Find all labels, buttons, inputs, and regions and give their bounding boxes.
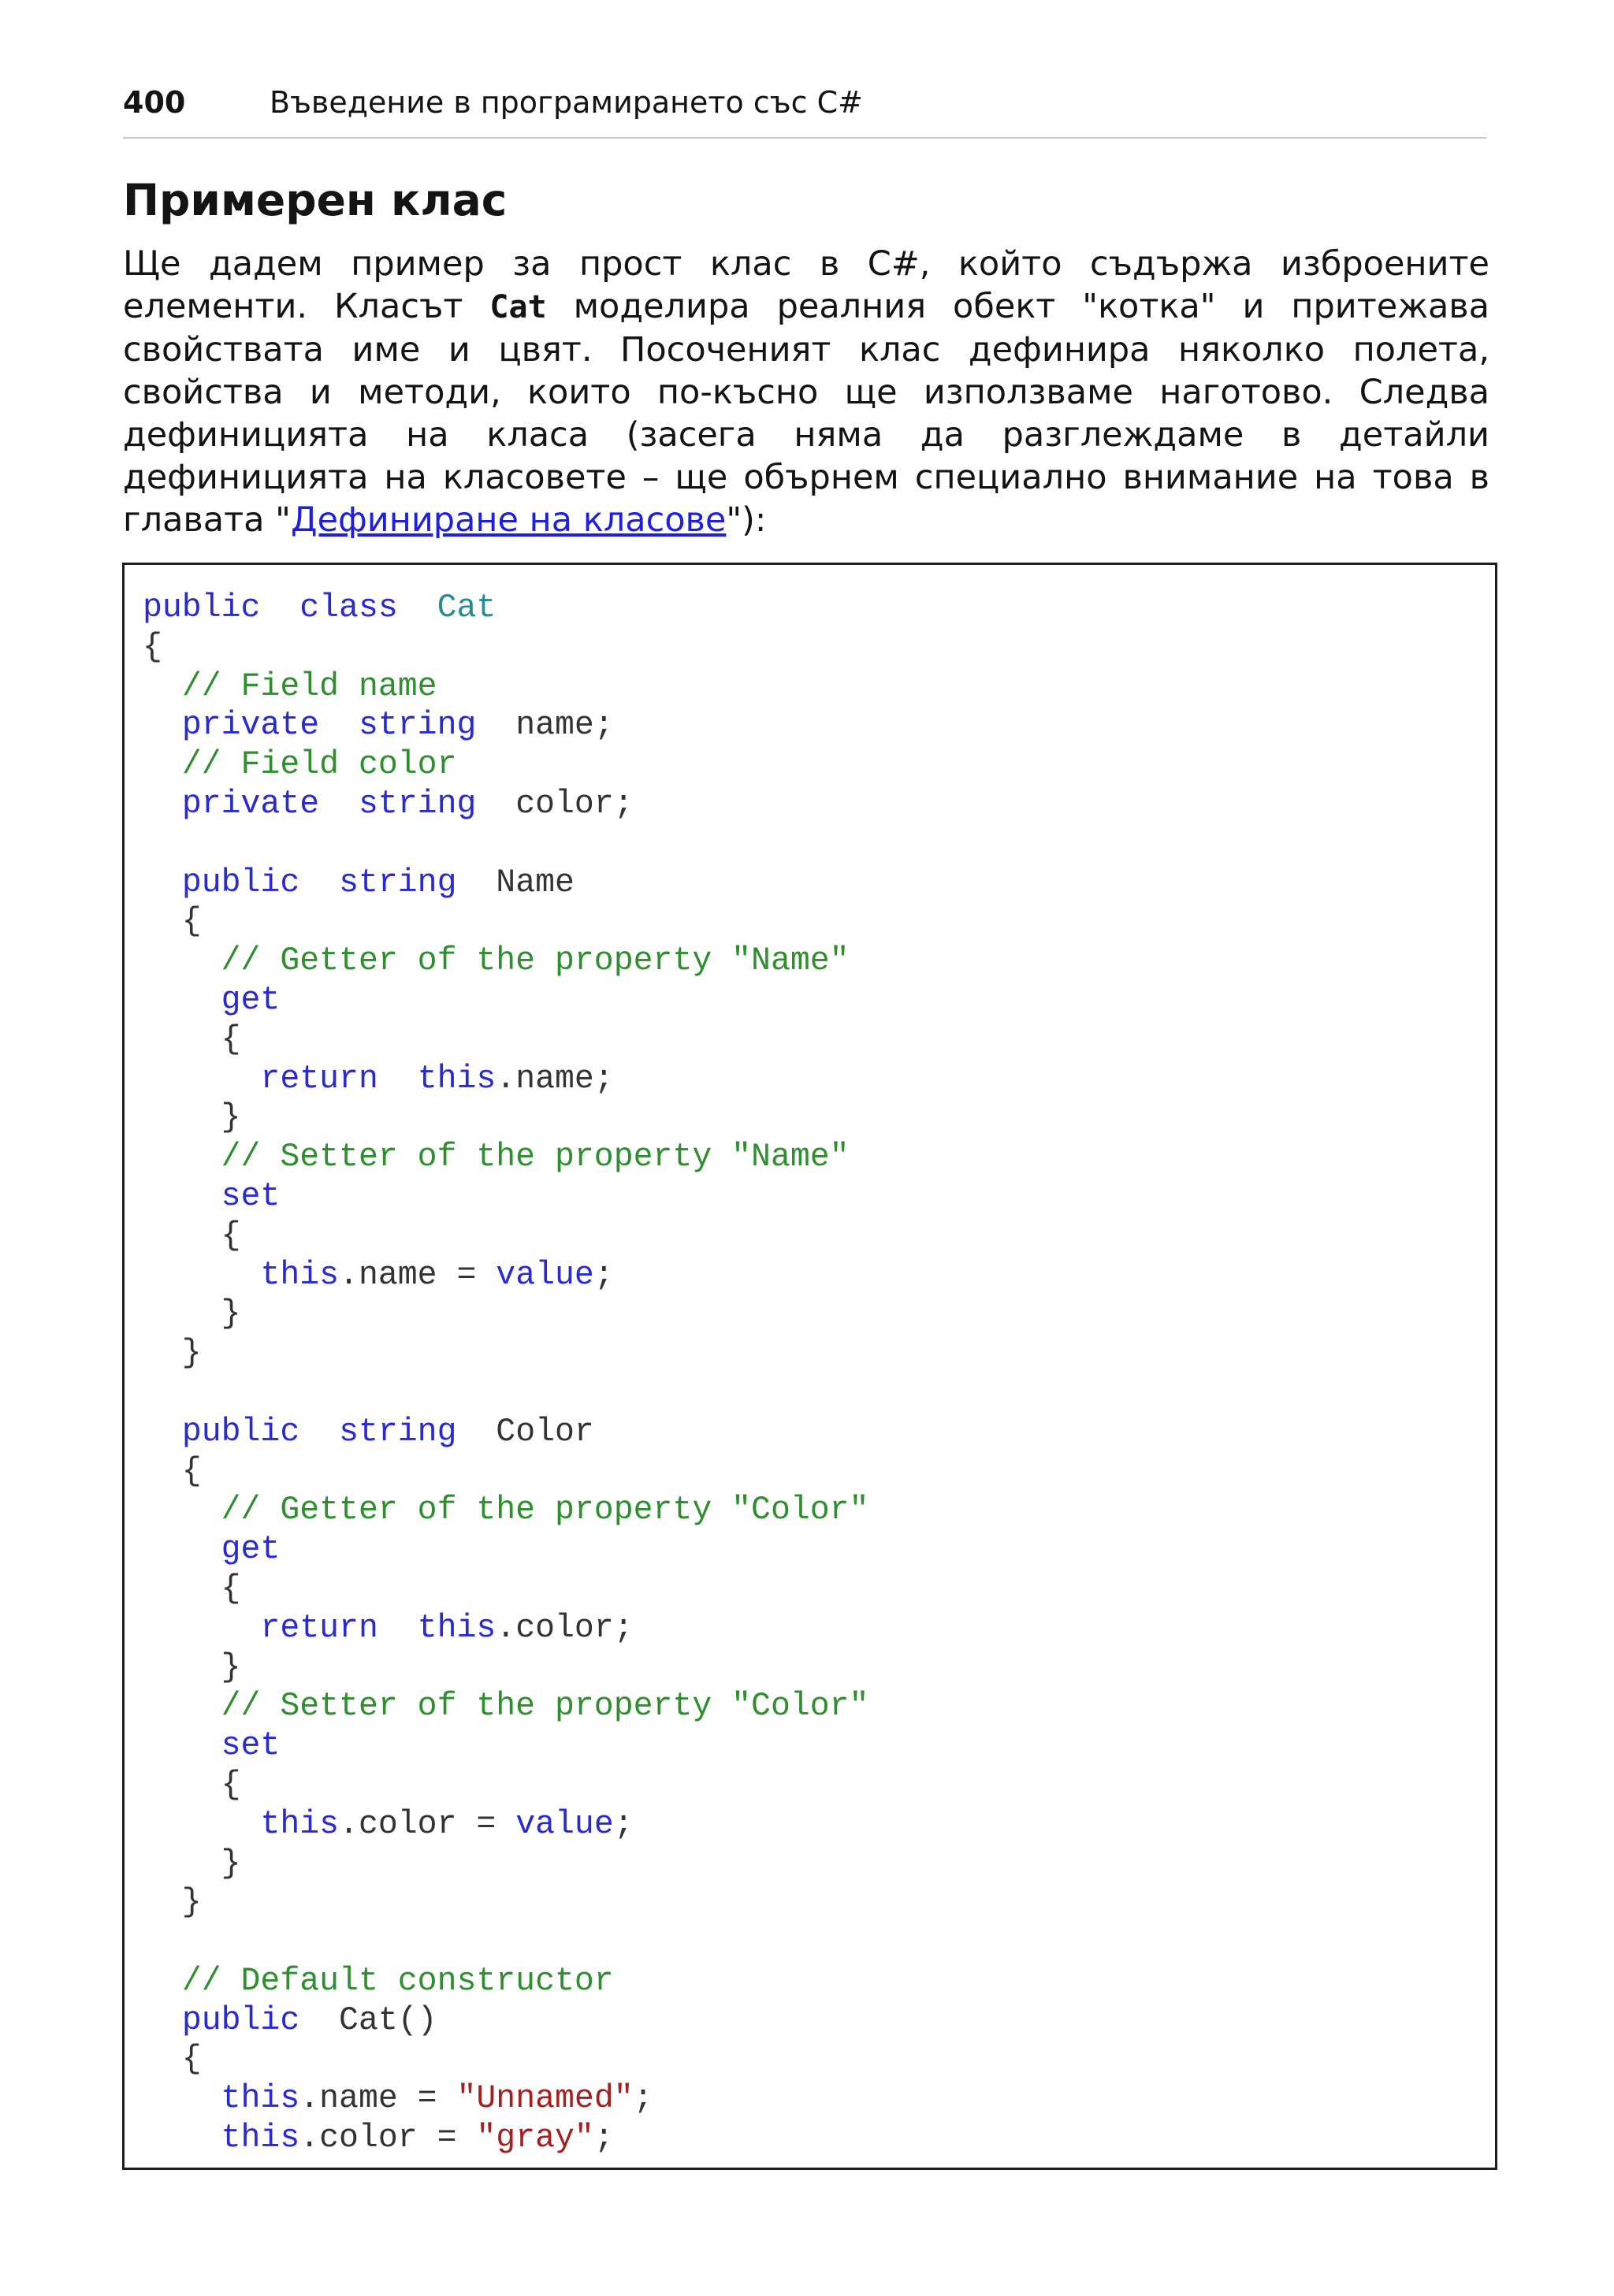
code-line <box>143 745 868 785</box>
code-text: Cat() <box>299 2001 437 2039</box>
code-listing <box>122 563 1497 2170</box>
code-line <box>143 1845 868 1884</box>
code-line <box>143 1609 868 1648</box>
code-text <box>143 1688 221 1725</box>
code-text <box>143 1806 260 1843</box>
page-number: 400 <box>123 85 186 120</box>
code-keyword: private <box>181 785 320 823</box>
code-keyword: this <box>417 1060 496 1098</box>
code-line <box>143 628 868 667</box>
inline-code-term: Cat <box>489 289 547 325</box>
intro-paragraph <box>123 243 1489 541</box>
code-text: color; <box>476 785 634 823</box>
code-text <box>260 589 299 626</box>
code-line <box>143 1687 868 1726</box>
code-text: name; <box>476 707 614 745</box>
code-text <box>143 2120 221 2157</box>
code-comment: // Setter of the property "Color" <box>221 1688 869 1726</box>
code-text: { <box>143 1452 202 1490</box>
code-keyword: return <box>260 1060 378 1098</box>
code-line <box>143 1177 868 1217</box>
code-keyword: get <box>221 981 281 1019</box>
code-text <box>143 1531 221 1568</box>
code-line <box>143 2001 868 2041</box>
code-comment: // Setter of the property "Name" <box>221 1139 850 1176</box>
code-line <box>143 785 868 824</box>
code-keyword: public <box>181 1413 300 1451</box>
code-line <box>143 706 868 745</box>
code-text: { <box>143 1020 241 1058</box>
code-type: Cat <box>437 589 496 626</box>
code-line <box>143 1020 868 1060</box>
code-line <box>143 1530 868 1570</box>
code-keyword: this <box>221 2080 300 2118</box>
code-text: Color <box>456 1413 594 1451</box>
code-text <box>299 864 339 901</box>
code-text: .color = <box>299 2120 477 2157</box>
code-line <box>143 1256 868 1295</box>
code-text: { <box>143 628 162 666</box>
code-line <box>143 1491 868 1530</box>
code-text: { <box>143 1217 241 1254</box>
code-text: } <box>143 1099 241 1137</box>
code-keyword: set <box>221 1177 281 1215</box>
code-text <box>143 1061 260 1098</box>
code-text: ; <box>613 1805 634 1843</box>
paragraph-text-2: моделира реалния обект "котка" и притежава свойствата име и цвят. Посоченият клас дефинира няколко полета, свойства и методи, които по-късно ще използваме наготово. Следва дефиницията на класа (засега няма да разглеждаме в детайли дефиницията на класовете – ще обърнем специално внимание на това в главата " <box>123 287 1489 540</box>
code-line <box>143 1295 868 1334</box>
code-line <box>143 589 868 628</box>
code-text: .name = <box>339 1256 496 1294</box>
code-keyword: this <box>260 1256 340 1294</box>
code-text <box>378 1061 418 1098</box>
code-text <box>143 1963 182 2000</box>
code-line <box>143 2040 868 2079</box>
code-keyword: return <box>260 1609 378 1647</box>
code-text <box>319 707 359 744</box>
code-line <box>143 1766 868 1805</box>
code-text <box>143 982 221 1019</box>
code-text <box>143 1257 260 1294</box>
code-line <box>143 1570 868 1609</box>
code-line <box>143 1962 868 2001</box>
code-string: "Unnamed" <box>456 2080 634 2118</box>
code-text: } <box>143 1884 202 1922</box>
code-comment: // Default constructor <box>181 1962 614 2000</box>
code-keyword: string <box>339 1413 457 1451</box>
code-line <box>143 2119 868 2158</box>
code-text <box>319 786 359 823</box>
code-text: { <box>143 1570 241 1607</box>
code-text <box>143 746 182 783</box>
code-keyword: public <box>181 864 300 901</box>
code-line <box>143 1648 868 1688</box>
code-text <box>378 1610 418 1647</box>
code-line <box>143 667 868 707</box>
code-line <box>143 824 868 864</box>
code-keyword: class <box>299 589 398 626</box>
code-text <box>143 1414 182 1451</box>
code-keyword: string <box>358 707 477 745</box>
code-keyword: public <box>181 2001 300 2039</box>
code-text: { <box>143 2041 202 2079</box>
code-keyword: set <box>221 1727 281 1765</box>
code-text <box>143 1492 221 1529</box>
code-text <box>299 1414 339 1451</box>
code-comment: // Getter of the property "Name" <box>221 942 850 980</box>
code-line <box>143 1138 868 1177</box>
code-keyword: string <box>358 785 477 823</box>
code-keyword: public <box>143 589 261 626</box>
code-text <box>143 786 182 823</box>
code-text: .name; <box>496 1060 614 1098</box>
code-keyword: value <box>515 1805 614 1843</box>
code-line <box>143 2079 868 2119</box>
code-keyword: get <box>221 1531 281 1569</box>
code-text: ; <box>593 2120 614 2157</box>
code-text <box>143 1610 260 1647</box>
code-keyword: this <box>417 1609 496 1647</box>
paragraph-text-1: Ще дадем пример за прост клас в C#, който съдържа изброените елементи. Класът <box>123 244 1489 326</box>
chapter-link[interactable]: Дефиниране на класове <box>290 500 727 540</box>
code-line <box>143 1805 868 1845</box>
code-line <box>143 1923 868 1962</box>
code-text: } <box>143 1295 241 1333</box>
code-text: ; <box>633 2080 653 2118</box>
code-line <box>143 981 868 1020</box>
code-text: } <box>143 1335 202 1373</box>
code-line <box>143 1373 868 1413</box>
code-keyword: this <box>260 1805 340 1843</box>
code-line <box>143 1217 868 1256</box>
running-title: Въведение в програмирането със C# <box>270 85 863 120</box>
code-keyword: private <box>181 707 320 745</box>
code-block <box>143 589 868 2158</box>
code-line <box>143 1098 868 1138</box>
code-string: "gray" <box>476 2120 594 2157</box>
code-text: } <box>143 1845 241 1882</box>
code-comment: // Field color <box>181 746 457 784</box>
code-line <box>143 1452 868 1492</box>
code-line <box>143 942 868 981</box>
code-line <box>143 902 868 942</box>
code-text: { <box>143 1766 241 1804</box>
code-text: .name = <box>299 2080 457 2118</box>
code-text: { <box>143 903 202 941</box>
code-line <box>143 864 868 903</box>
code-keyword: value <box>496 1256 594 1294</box>
code-text <box>143 668 182 705</box>
code-line <box>143 1413 868 1452</box>
code-text <box>143 1139 221 1176</box>
code-keyword: string <box>339 864 457 901</box>
code-text <box>143 707 182 744</box>
code-text <box>143 864 182 901</box>
paragraph-text-3: "): <box>726 500 767 540</box>
code-line <box>143 1726 868 1766</box>
section-title: Примерен клас <box>123 175 508 225</box>
code-text: .color; <box>496 1609 634 1647</box>
code-text <box>143 1178 221 1215</box>
code-comment: // Getter of the property "Color" <box>221 1492 869 1529</box>
code-text <box>143 942 221 979</box>
code-comment: // Field name <box>181 667 437 705</box>
code-text: .color = <box>339 1805 516 1843</box>
code-line <box>143 1883 868 1923</box>
code-text <box>143 2002 182 2039</box>
code-text: } <box>143 1648 241 1686</box>
code-text <box>398 589 437 626</box>
code-text <box>143 1727 221 1764</box>
code-line <box>143 1334 868 1373</box>
code-keyword: this <box>221 2120 300 2157</box>
code-line <box>143 1060 868 1099</box>
code-text: Name <box>456 864 575 901</box>
page-header <box>123 82 1486 139</box>
code-text <box>143 2080 221 2117</box>
code-text: ; <box>593 1256 614 1294</box>
